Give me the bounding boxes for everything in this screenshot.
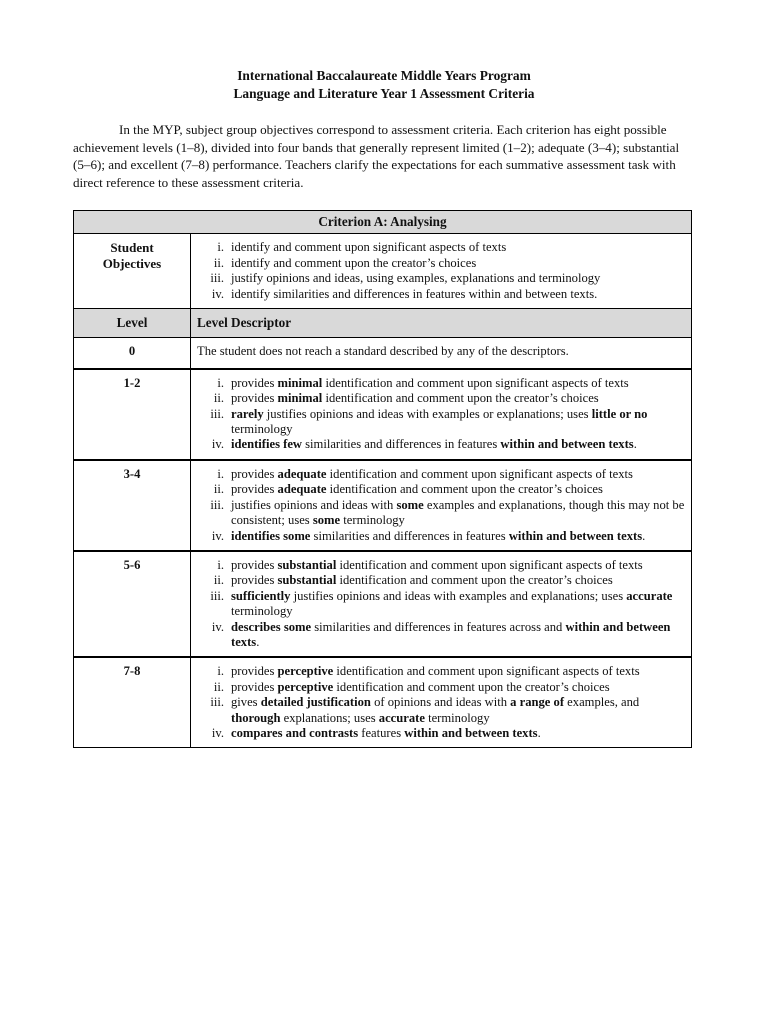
text-run: terminology [231, 422, 293, 437]
objective-text: identify similarities and differences in features within and between texts. [231, 286, 598, 301]
descriptor-number: i. [217, 664, 224, 679]
descriptor-number: iv. [211, 725, 224, 740]
text-run: provides [231, 466, 278, 481]
descriptor-item [197, 664, 685, 679]
descriptor-text [231, 558, 685, 573]
objectives-label [74, 234, 191, 309]
level-row-5-6 [74, 551, 692, 657]
objective-item [197, 240, 685, 255]
descriptor-text [231, 573, 685, 588]
descriptor-number: iii. [210, 588, 224, 603]
descriptor-number: iv. [211, 437, 224, 452]
emphasis-text: accurate [378, 710, 425, 725]
emphasis-text: little or no [591, 406, 648, 421]
intro-paragraph: In the MYP, subject group objectives correspond to assessment criteria. Each criterion has eight possible achievement levels (1–8), divided into four bands that generally represent limited (1–2); adequate (3–4); substantial (5–6); and excellent (7–8) performance. Teachers clarify the expectations for each summative assessment task with direct reference to these assessment criteria. [73, 122, 680, 190]
descriptor-text [231, 529, 685, 544]
level-value: 0 [74, 338, 191, 369]
emphasis-text: identifies some [231, 528, 311, 543]
descriptor-number: iv. [211, 619, 224, 634]
level-column-header: Level [74, 309, 191, 338]
text-run: provides [231, 664, 278, 679]
descriptor-item [197, 437, 685, 452]
descriptor-text [231, 407, 685, 438]
descriptor-list [197, 664, 685, 741]
text-run: identification and comment upon the creator’s choices [333, 679, 610, 694]
descriptor-text [231, 664, 685, 679]
descriptor-number: i. [217, 557, 224, 572]
descriptor-item [197, 407, 685, 438]
criterion-header-row [74, 211, 692, 234]
title-line-1: International Baccalaureate Middle Years Program [237, 68, 531, 83]
text-run: . [256, 634, 260, 649]
descriptor-column-header: Level Descriptor [191, 309, 692, 338]
text-run: identification and comment upon significant aspects of texts [333, 664, 640, 679]
descriptor-number: i. [217, 466, 224, 481]
assessment-rubric-table [73, 210, 692, 748]
descriptor-item [197, 482, 685, 497]
descriptor-item [197, 680, 685, 695]
text-run: provides [231, 482, 278, 497]
emphasis-text: identifies few [231, 437, 302, 452]
descriptor-item [197, 695, 685, 726]
objective-text: justify opinions and ideas, using examples, explanations and terminology [231, 271, 601, 286]
descriptor-text [231, 376, 685, 391]
text-run: terminology [340, 513, 405, 528]
descriptor-item [197, 498, 685, 529]
text-run: gives [231, 695, 261, 710]
descriptor-item [197, 726, 685, 741]
descriptor-item [197, 620, 685, 651]
text-run: . [537, 725, 541, 740]
level-row-1-2 [74, 369, 692, 460]
descriptor-list [197, 558, 685, 650]
level-header-row [74, 309, 692, 338]
text-run: examples and explanations, though this may not be consistent; uses [231, 497, 685, 528]
level-descriptor: The student does not reach a standard described by any of the descriptors. [191, 338, 692, 369]
level-row-0 [74, 338, 692, 369]
descriptor-text [231, 467, 685, 482]
descriptor-text [231, 437, 685, 452]
emphasis-text: adequate [277, 466, 327, 481]
text-run: similarities and differences in features across and [311, 619, 566, 634]
emphasis-text: within and between texts [508, 528, 643, 543]
text-run: provides [231, 573, 278, 588]
text-run: justifies opinions and ideas with [231, 497, 397, 512]
text-run: . [642, 528, 646, 543]
text-run: terminology [424, 710, 490, 725]
level-value: 1-2 [74, 369, 191, 460]
level-descriptor [191, 657, 692, 748]
objectives-list [197, 240, 685, 302]
objective-number: ii. [213, 255, 224, 270]
descriptor-list [197, 376, 685, 453]
text-run: terminology [231, 604, 293, 619]
emphasis-text: a range of [510, 695, 565, 710]
text-run: . [633, 437, 637, 452]
descriptor-text [231, 726, 685, 741]
objective-number: iii. [210, 271, 224, 286]
text-run: identification and comment upon the creator’s choices [322, 391, 599, 406]
descriptor-item [197, 573, 685, 588]
text-run: identification and comment upon the creator’s choices [336, 573, 613, 588]
descriptor-item [197, 589, 685, 620]
descriptor-number: iv. [211, 528, 224, 543]
descriptor-number: ii. [213, 482, 224, 497]
descriptor-number: ii. [213, 573, 224, 588]
level-descriptor [191, 369, 692, 460]
text-run: similarities and differences in features [302, 437, 501, 452]
text-run: provides [231, 679, 278, 694]
emphasis-text: adequate [277, 482, 327, 497]
descriptor-text [231, 482, 685, 497]
descriptor-number: iii. [210, 497, 224, 512]
emphasis-text: describes some [231, 619, 312, 634]
objective-number: i. [217, 240, 224, 255]
emphasis-text: within and between texts [500, 437, 634, 452]
emphasis-text: some [312, 513, 341, 528]
descriptor-text [231, 620, 685, 651]
descriptor-item [197, 558, 685, 573]
descriptor-text [231, 391, 685, 406]
objectives-label-text: Student Objectives [102, 240, 162, 271]
descriptor-number: i. [217, 375, 224, 390]
emphasis-text: compares and contrasts [231, 725, 359, 740]
descriptor-number: iii. [210, 406, 224, 421]
text-run: justifies opinions and ideas with examples and explanations; uses [290, 588, 627, 603]
level-descriptor [191, 460, 692, 551]
text-run: examples, and [564, 695, 640, 710]
level-value: 7-8 [74, 657, 191, 748]
criterion-title: Criterion A: Analysing [74, 211, 692, 234]
descriptor-list [197, 467, 685, 544]
emphasis-text: perceptive [277, 679, 334, 694]
descriptor-number: iii. [210, 695, 224, 710]
text-run: provides [231, 391, 278, 406]
title-line-2: Language and Literature Year 1 Assessment Criteria [233, 86, 535, 101]
text-run: identification and comment upon significant aspects of texts [322, 375, 629, 390]
objective-item [197, 271, 685, 286]
objectives-cell [191, 234, 692, 309]
text-run: provides [231, 375, 278, 390]
descriptor-text [231, 680, 685, 695]
objectives-row [74, 234, 692, 309]
descriptor-item [197, 529, 685, 544]
emphasis-text: some [396, 497, 424, 512]
objective-number: iv. [211, 286, 224, 301]
emphasis-text: within and between texts [404, 725, 538, 740]
descriptor-item [197, 376, 685, 391]
level-descriptor [191, 551, 692, 657]
descriptor-text [231, 589, 685, 620]
descriptor-number: ii. [213, 679, 224, 694]
text-run: explanations; uses [280, 710, 379, 725]
emphasis-text: detailed justification [260, 695, 371, 710]
text-run: justifies opinions and ideas with examples or explanations; uses [263, 406, 592, 421]
descriptor-item [197, 467, 685, 482]
emphasis-text: substantial [277, 557, 337, 572]
emphasis-text: rarely [231, 406, 264, 421]
emphasis-text: minimal [277, 375, 323, 390]
descriptor-text [231, 498, 685, 529]
objective-item [197, 256, 685, 271]
emphasis-text: minimal [277, 391, 323, 406]
emphasis-text: within and between texts [231, 619, 671, 649]
emphasis-text: substantial [277, 573, 337, 588]
text-run: identification and comment upon significant aspects of texts [326, 466, 633, 481]
descriptor-number: ii. [213, 391, 224, 406]
text-run: similarities and differences in features [310, 528, 509, 543]
level-value: 5-6 [74, 551, 191, 657]
level-value: 3-4 [74, 460, 191, 551]
text-run: identification and comment upon the creator’s choices [326, 482, 603, 497]
descriptor-item [197, 391, 685, 406]
objective-item [197, 287, 685, 302]
emphasis-text: perceptive [277, 664, 334, 679]
level-row-3-4 [74, 460, 692, 551]
emphasis-text: thorough [231, 710, 281, 725]
emphasis-text: sufficiently [231, 588, 291, 603]
objective-text: identify and comment upon significant aspects of texts [231, 240, 507, 255]
text-run: features [358, 725, 405, 740]
text-run: of opinions and ideas with [370, 695, 511, 710]
level-row-7-8 [74, 657, 692, 748]
text-run: identification and comment upon significant aspects of texts [336, 557, 643, 572]
document-title [0, 67, 768, 103]
objective-text: identify and comment upon the creator’s choices [231, 255, 477, 270]
text-run: provides [231, 557, 278, 572]
emphasis-text: accurate [626, 588, 673, 603]
descriptor-text [231, 695, 685, 726]
